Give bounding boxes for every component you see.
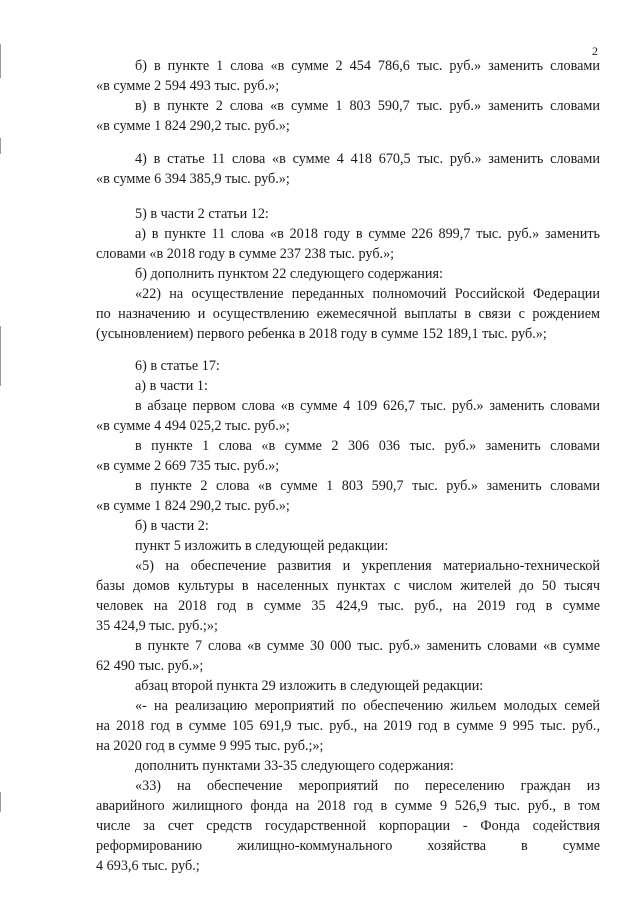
- text-line: 6) в статье 17:: [135, 358, 220, 374]
- text-line: базы домов культуры в населенных пунктах с числом жителей до 50 тысяч: [96, 578, 600, 594]
- text-line: «33) на обеспечение мероприятий по переселению граждан из: [135, 778, 600, 794]
- scan-edge-mark: [0, 792, 1, 812]
- scan-edge-mark: [0, 44, 1, 78]
- text-line: пункт 5 изложить в следующей редакции:: [135, 538, 389, 554]
- text-line: аварийного жилищного фонда на 2018 год в сумме 9 526,9 тыс. руб., в том: [96, 798, 600, 814]
- text-line: в пункте 1 слова «в сумме 2 306 036 тыс. руб.» заменить словами: [135, 438, 600, 454]
- text-line: «в сумме 1 824 290,2 тыс. руб.»;: [96, 118, 290, 134]
- text-line: «в сумме 6 394 385,9 тыс. руб.»;: [96, 171, 290, 187]
- text-line: человек на 2018 год в сумме 35 424,9 тыс. руб., на 2019 год в сумме: [96, 598, 600, 614]
- text-line: а) в пункте 11 слова «в 2018 году в сумме 226 899,7 тыс. руб.» заменить: [135, 226, 600, 242]
- text-line: «в сумме 2 594 493 тыс. руб.»;: [96, 78, 280, 94]
- text-line: в абзаце первом слова «в сумме 4 109 626,7 тыс. руб.» заменить словами: [135, 398, 600, 414]
- text-line: (усыновлением) первого ребенка в 2018 году в сумме 152 189,1 тыс. руб.»;: [96, 326, 547, 342]
- text-line: дополнить пунктами 33-35 следующего содержания:: [135, 758, 454, 774]
- text-line: в) в пункте 2 слова «в сумме 1 803 590,7 тыс. руб.» заменить словами: [135, 98, 600, 114]
- text-line: в пункте 2 слова «в сумме 1 803 590,7 тыс. руб.» заменить словами: [135, 478, 600, 494]
- page-number: 2: [592, 44, 598, 58]
- text-line: б) в части 2:: [135, 518, 209, 534]
- scan-edge-mark: [0, 138, 1, 154]
- text-line: словами «в 2018 году в сумме 237 238 тыс. руб.»;: [96, 246, 395, 262]
- scan-edge-mark: [0, 326, 1, 386]
- text-line: 4) в статье 11 слова «в сумме 4 418 670,5 тыс. руб.» заменить словами: [135, 151, 600, 167]
- text-line: 5) в части 2 статьи 12:: [135, 206, 269, 222]
- text-line: а) в части 1:: [135, 378, 208, 394]
- text-line: 4 693,6 тыс. руб.;: [96, 858, 200, 874]
- text-line: «в сумме 2 669 735 тыс. руб.»;: [96, 458, 280, 474]
- text-line: 62 490 тыс. руб.»;: [96, 658, 204, 674]
- text-line: абзац второй пункта 29 изложить в следующей редакции:: [135, 678, 484, 694]
- text-line: б) дополнить пунктом 22 следующего содержания:: [135, 266, 443, 282]
- text-line: на 2018 год в сумме 105 691,9 тыс. руб., на 2019 год в сумме 9 995 тыс. руб.,: [96, 718, 600, 734]
- text-line: реформированию жилищно-коммунального хозяйства в сумме: [96, 838, 600, 854]
- text-line: в пункте 7 слова «в сумме 30 000 тыс. руб.» заменить словами «в сумме: [135, 638, 600, 654]
- text-line: б) в пункте 1 слова «в сумме 2 454 786,6 тыс. руб.» заменить словами: [135, 58, 600, 74]
- text-line: на 2020 год в сумме 9 995 тыс. руб.;»;: [96, 738, 324, 754]
- text-line: «22) на осуществление переданных полномочий Российской Федерации: [135, 286, 600, 302]
- text-line: «в сумме 1 824 290,2 тыс. руб.»;: [96, 498, 290, 514]
- text-line: по назначению и осуществлению ежемесячной выплаты в связи с рождением: [96, 306, 600, 322]
- text-line: «5) на обеспечение развития и укрепления материально-технической: [135, 558, 600, 574]
- text-line: «- на реализацию мероприятий по обеспечению жильем молодых семей: [135, 698, 600, 714]
- text-line: «в сумме 4 494 025,2 тыс. руб.»;: [96, 418, 290, 434]
- text-line: числе за счет средств государственной корпорации - Фонда содействия: [96, 818, 600, 834]
- text-line: 35 424,9 тыс. руб.;»;: [96, 618, 218, 634]
